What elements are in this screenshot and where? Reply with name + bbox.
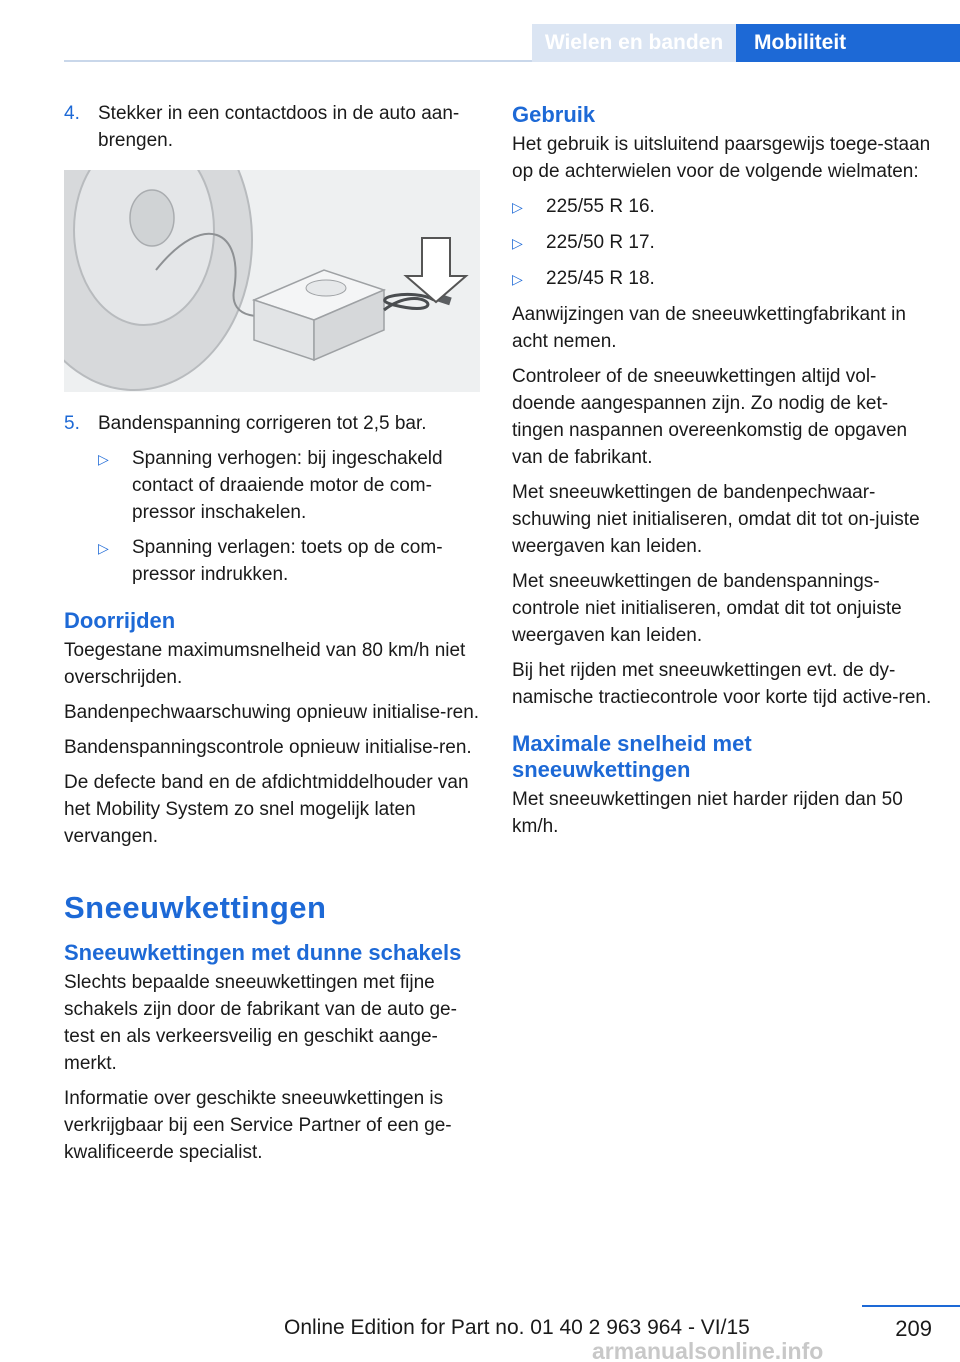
list-item — [512, 265, 932, 293]
paragraph: Bij het rijden met sneeuwkettingen evt. de dy-namische tractiecontrole voor korte tijd active-ren. — [512, 660, 932, 708]
triangle-right-outline-icon: ▷ — [512, 271, 523, 287]
step-text: Bandenspanning corrigeren tot 2,5 bar. — [98, 413, 427, 434]
paragraph: Controleer of de sneeuwkettingen altijd vol-doende aangespannen zijn. Zo nodig de ket-tingen naspannen overeenkomstig de opgaven van de fabrikant. — [512, 366, 908, 468]
triangle-right-outline-icon: ▷ — [512, 235, 523, 251]
paragraph: Met sneeuwkettingen de bandenspannings-controle niet initialiseren, omdat dit tot onjuiste weergaven kan leiden. — [512, 571, 902, 646]
step-number: 4. — [64, 103, 80, 124]
footer-rule — [862, 1305, 960, 1307]
paragraph: Met sneeuwkettingen niet harder rijden dan 50 km/h. — [512, 789, 903, 837]
paragraph: Informatie over geschikte sneeuwkettingen is verkrijgbaar bij een Service Partner of een ge-kwalificeerde specialist. — [64, 1088, 452, 1163]
paragraph: Het gebruik is uitsluitend paarsgewijs toege-staan op de achterwielen voor de volgende wielmaten: — [512, 134, 931, 182]
paragraph: Slechts bepaalde sneeuwkettingen met fijne schakels zijn door de fabrikant van de auto ge-test en als verkeersveilig en geschikt aange-merkt. — [64, 972, 457, 1074]
section-title: Sneeuwkettingen — [64, 890, 327, 925]
list-item — [98, 534, 482, 588]
heading-gebruik: Gebruik — [512, 102, 596, 127]
page-number: 209 — [895, 1316, 932, 1341]
step-5-bullets — [64, 445, 482, 588]
left-column — [64, 100, 482, 1174]
wheel-size: 225/45 R 18. — [546, 268, 655, 289]
section-tab[interactable]: Wielen en banden — [532, 24, 736, 62]
down-arrow-icon — [406, 238, 466, 302]
heading-doorrijden: Doorrijden — [64, 608, 176, 633]
paragraph: Aanwijzingen van de sneeuwkettingfabrikant in acht nemen. — [512, 304, 906, 352]
triangle-right-outline-icon: ▷ — [98, 540, 109, 556]
chapter-tab[interactable]: Mobiliteit — [736, 24, 960, 62]
bullet-text: Spanning verlagen: toets op de com-pressor indrukken. — [132, 537, 443, 585]
bullet-text: Spanning verhogen: bij ingeschakeld contact of draaiende motor de com-pressor inschakelen. — [132, 448, 443, 523]
heading-maximale-snelheid: Maximale snelheid met sneeuwkettingen — [512, 731, 752, 782]
step-4 — [64, 100, 482, 154]
watermark: armanualsonline.info — [592, 1338, 824, 1362]
triangle-right-outline-icon: ▷ — [98, 451, 109, 467]
wheel-size: 225/50 R 17. — [546, 232, 655, 253]
right-column — [512, 100, 932, 848]
paragraph: Met sneeuwkettingen de bandenpechwaar-schuwing niet initialiseren, omdat dit tot on-juiste weergaven kan leiden. — [512, 482, 920, 557]
heading-dunne-schakels: Sneeuwkettingen met dunne schakels — [64, 940, 462, 965]
paragraph: Bandenpechwaarschuwing opnieuw initialise-ren. — [64, 702, 480, 723]
list-item — [512, 193, 932, 221]
triangle-right-outline-icon: ▷ — [512, 199, 523, 215]
edition-note: Online Edition for Part no. 01 40 2 963 964 - VI/15 — [284, 1316, 750, 1339]
paragraph: Bandenspanningscontrole opnieuw initialise-ren. — [64, 737, 472, 758]
list-item — [98, 445, 482, 526]
compressor-illustration — [64, 170, 480, 392]
paragraph: De defecte band en de afdichtmiddelhouder van het Mobility System zo snel mogelijk laten vervangen. — [64, 772, 469, 847]
list-item — [512, 229, 932, 257]
step-number: 5. — [64, 413, 80, 434]
step-text: Stekker in een contactdoos in de auto aan-brengen. — [98, 103, 460, 151]
compressor-drawing — [64, 170, 480, 392]
step-5 — [64, 410, 482, 437]
paragraph: Toegestane maximumsnelheid van 80 km/h niet overschrijden. — [64, 640, 466, 688]
wheel-size: 225/55 R 16. — [546, 196, 655, 217]
